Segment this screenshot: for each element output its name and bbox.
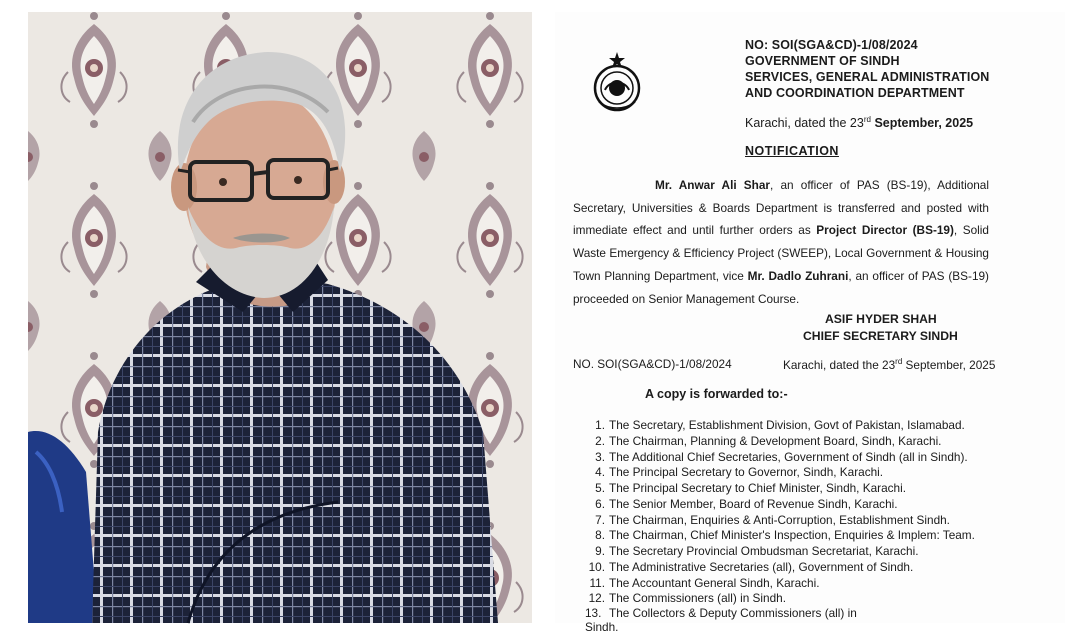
list-item: 5. The Principal Secretary to Chief Minister, Sindh, Karachi. — [595, 481, 907, 495]
notification-body: Mr. Anwar Ali Shar, an officer of PAS (BS-19), Additional Secretary, Universities & Boards Department is transferred and posted with immediate effect and until further orders as Project Director (BS-19), Solid Waste Emergency & Efficiency Project (SWEEP), Local Government & Housing Town Planning Department, vice Mr. Dadlo Zuhrani, an officer of PAS (BS-19) proceeded on Senior Management Course. — [573, 178, 989, 306]
list-item: 12. The Commissioners (all) in Sindh. — [588, 591, 787, 606]
list-item: 9. The Secretary Provincial Ombudsman Secretariat, Karachi. — [595, 544, 919, 558]
portrait-photo — [28, 12, 532, 623]
list-item: 4. The Principal Secretary to Governor, Sindh, Karachi. — [595, 465, 884, 480]
list-item: 6. The Senior Member, Board of Revenue Sindh, Karachi. — [595, 496, 898, 511]
department-line-1: SERVICES, GENERAL ADMINISTRATION — [745, 70, 990, 84]
signatory-title: CHIEF SECRETARY SINDH — [803, 329, 958, 343]
copy-recipients-list — [585, 418, 975, 607]
list-item: 11. The Accountant General Sindh, Karachi. — [589, 575, 820, 590]
notification-heading: NOTIFICATION — [745, 144, 839, 158]
list-item: 1. The Secretary, Establishment Division, Govt of Pakistan, Islamabad. — [595, 418, 965, 432]
footer-reference-number: NO. SOI(SGA&CD)-1/08/2024 — [573, 357, 732, 371]
portrait-photo-icon — [28, 12, 532, 623]
list-item-cut-off: 13. The Collectors & Deputy Commissioners (all) in Sindh. — [585, 606, 857, 634]
list-item: 8. The Chairman, Chief Minister's Inspection, Enquiries & Implem: Team. — [595, 528, 975, 543]
list-item: 7. The Chairman, Enquiries & Anti-Corruption, Establishment Sindh. — [595, 512, 950, 527]
list-item: 10. The Administrative Secretaries (all), Government of Sindh. — [588, 559, 914, 574]
list-item: 3. The Additional Chief Secretaries, Government of Sindh (all in Sindh). — [595, 449, 968, 464]
footer-date: Karachi, dated the 23rd September, 2025 — [783, 357, 996, 372]
forward-heading: A copy is forwarded to:- — [645, 387, 788, 401]
header-date: Karachi, dated the 23rd September, 2025 — [745, 115, 974, 131]
list-item: 2. The Chairman, Planning & Development Board, Sindh, Karachi. — [595, 433, 942, 448]
signatory-name: ASIF HYDER SHAH — [825, 312, 937, 326]
government-name: GOVERNMENT OF SINDH — [745, 54, 900, 68]
department-line-2: AND COORDINATION DEPARTMENT — [745, 86, 965, 100]
notification-document — [555, 12, 1065, 634]
sindh-government-seal-icon — [585, 50, 649, 119]
document-number: NO: SOI(SGA&CD)-1/08/2024 — [745, 38, 918, 52]
